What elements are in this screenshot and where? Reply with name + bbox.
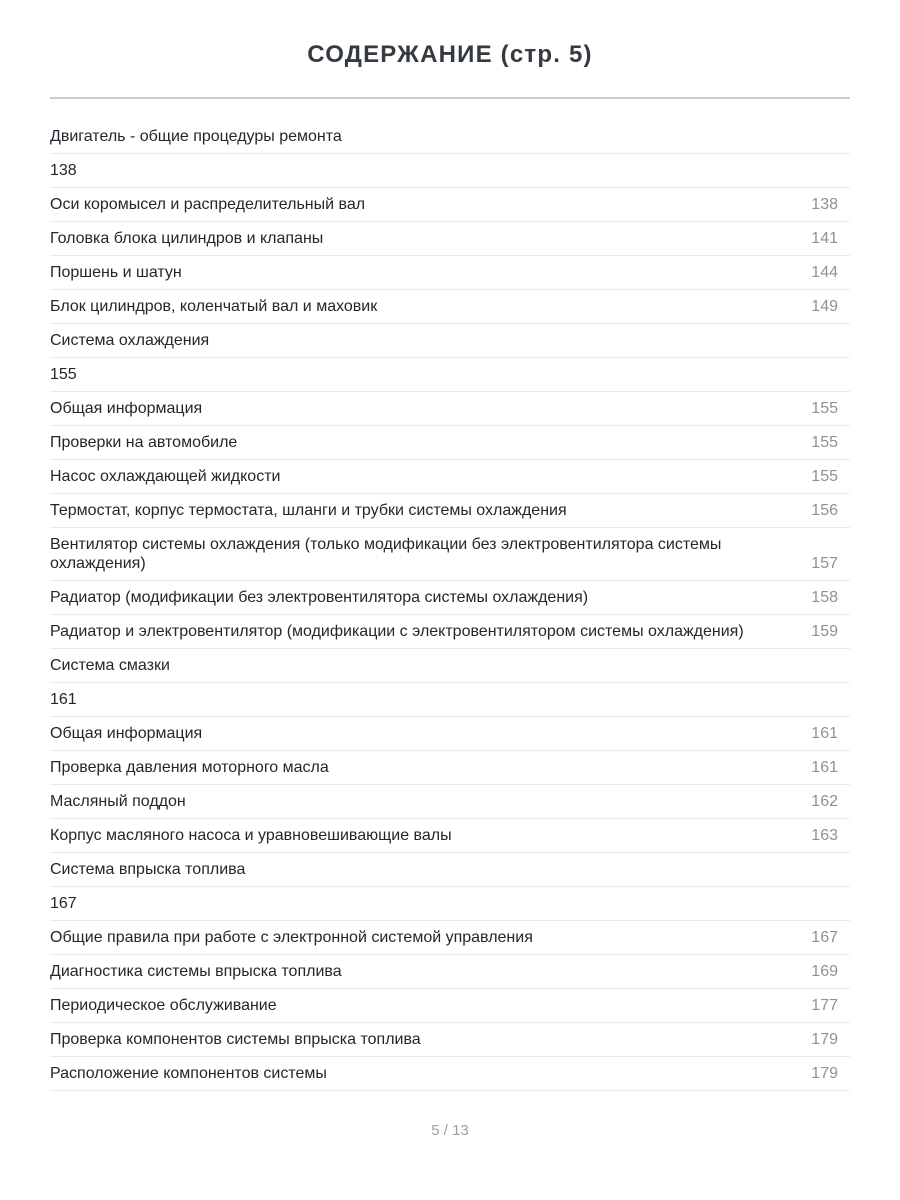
toc-entry-page-number: 144 — [811, 264, 838, 281]
toc-entry-page-number: 155 — [811, 468, 838, 485]
toc-entry-label: 167 — [50, 895, 77, 912]
toc-entry-label: Общая информация — [50, 725, 203, 742]
toc-entry-page-number: 157 — [811, 555, 838, 572]
page-title: СОДЕРЖАНИЕ (стр. 5) — [307, 41, 593, 68]
toc-entry-label: Общие правила при работе с электронной системой управления — [50, 929, 533, 946]
title-divider — [50, 97, 850, 99]
toc-entry[interactable] — [50, 324, 850, 358]
toc-entry-page-number: 167 — [811, 929, 838, 946]
toc-entry-page-number: 155 — [811, 400, 838, 417]
toc-entry[interactable] — [50, 649, 850, 683]
toc-entry[interactable] — [50, 154, 850, 188]
toc-entry-page-number: 163 — [811, 827, 838, 844]
toc-entry-label: Оси коромысел и распределительный вал — [50, 196, 366, 213]
toc-entry[interactable] — [50, 358, 850, 392]
toc-entry-label: Двигатель - общие процедуры ремонта — [50, 128, 342, 145]
toc-entry-label: Вентилятор системы охлаждения (только модификации без электровентилятора системы охлаждения) — [50, 536, 722, 572]
toc-entry-page-number: 179 — [811, 1065, 838, 1082]
toc-entry-page-number: 149 — [811, 298, 838, 315]
toc-entry[interactable] — [50, 921, 850, 955]
toc-entry[interactable] — [50, 222, 850, 256]
toc-entry-label: Термостат, корпус термостата, шланги и трубки системы охлаждения — [50, 502, 567, 519]
toc-entry[interactable] — [50, 256, 850, 290]
toc-entry[interactable] — [50, 392, 850, 426]
toc-entry-label: Проверка компонентов системы впрыска топлива — [50, 1031, 421, 1048]
toc-entry-label: Диагностика системы впрыска топлива — [50, 963, 342, 980]
toc-entry[interactable] — [50, 460, 850, 494]
toc-entry[interactable] — [50, 751, 850, 785]
toc-entry-label: Расположение компонентов системы — [50, 1065, 327, 1082]
toc-entry[interactable] — [50, 615, 850, 649]
toc-entry-label: Система охлаждения — [50, 332, 210, 349]
toc-entry[interactable] — [50, 819, 850, 853]
toc-entry[interactable] — [50, 853, 850, 887]
toc-entry[interactable] — [50, 955, 850, 989]
toc-entry-page-number: 161 — [811, 759, 838, 776]
toc-entry[interactable] — [50, 494, 850, 528]
toc-entry-page-number: 156 — [811, 502, 838, 519]
toc-entry-page-number: 179 — [811, 1031, 838, 1048]
toc-entry-page-number: 138 — [811, 196, 838, 213]
toc-entry[interactable] — [50, 887, 850, 921]
toc-entry-label: Общая информация — [50, 400, 203, 417]
toc-entry-page-number: 162 — [811, 793, 838, 810]
toc-entry[interactable] — [50, 120, 850, 154]
toc-entry-label: Головка блока цилиндров и клапаны — [50, 230, 324, 247]
toc-entry-label: Система впрыска топлива — [50, 861, 246, 878]
toc-entry-label: 161 — [50, 691, 77, 708]
toc-entry[interactable] — [50, 785, 850, 819]
toc-entry[interactable] — [50, 528, 850, 581]
toc-entry[interactable] — [50, 426, 850, 460]
toc-entry[interactable] — [50, 188, 850, 222]
toc-entry-label: Проверки на автомобиле — [50, 434, 238, 451]
toc-entry-label: 138 — [50, 162, 77, 179]
toc-entry-page-number: 159 — [811, 623, 838, 640]
toc-entry-label: Периодическое обслуживание — [50, 997, 277, 1014]
toc-entry-label: Система смазки — [50, 657, 170, 674]
toc-entry-label: Радиатор (модификации без электровентилятора системы охлаждения) — [50, 589, 589, 606]
toc-entry-label: Блок цилиндров, коленчатый вал и маховик — [50, 298, 378, 315]
toc-entry-page-number: 155 — [811, 434, 838, 451]
toc-entry-label: 155 — [50, 366, 77, 383]
toc-entry-page-number: 141 — [811, 230, 838, 247]
toc-entry-label: Корпус масляного насоса и уравновешивающие валы — [50, 827, 452, 844]
toc-list — [50, 120, 850, 1091]
page-indicator: 5 / 13 — [431, 1122, 469, 1139]
toc-entry[interactable] — [50, 717, 850, 751]
toc-entry[interactable] — [50, 1057, 850, 1091]
toc-entry[interactable] — [50, 290, 850, 324]
toc-entry-page-number: 169 — [811, 963, 838, 980]
toc-entry-page-number: 177 — [811, 997, 838, 1014]
toc-entry[interactable] — [50, 683, 850, 717]
toc-entry-page-number: 158 — [811, 589, 838, 606]
toc-entry-label: Насос охлаждающей жидкости — [50, 468, 281, 485]
toc-entry-page-number: 161 — [811, 725, 838, 742]
toc-entry[interactable] — [50, 1023, 850, 1057]
toc-entry-label: Масляный поддон — [50, 793, 186, 810]
toc-entry[interactable] — [50, 581, 850, 615]
toc-entry-label: Проверка давления моторного масла — [50, 759, 329, 776]
toc-entry[interactable] — [50, 989, 850, 1023]
toc-entry-label: Радиатор и электровентилятор (модификации с электровентилятором системы охлаждения) — [50, 623, 744, 640]
toc-entry-label: Поршень и шатун — [50, 264, 182, 281]
